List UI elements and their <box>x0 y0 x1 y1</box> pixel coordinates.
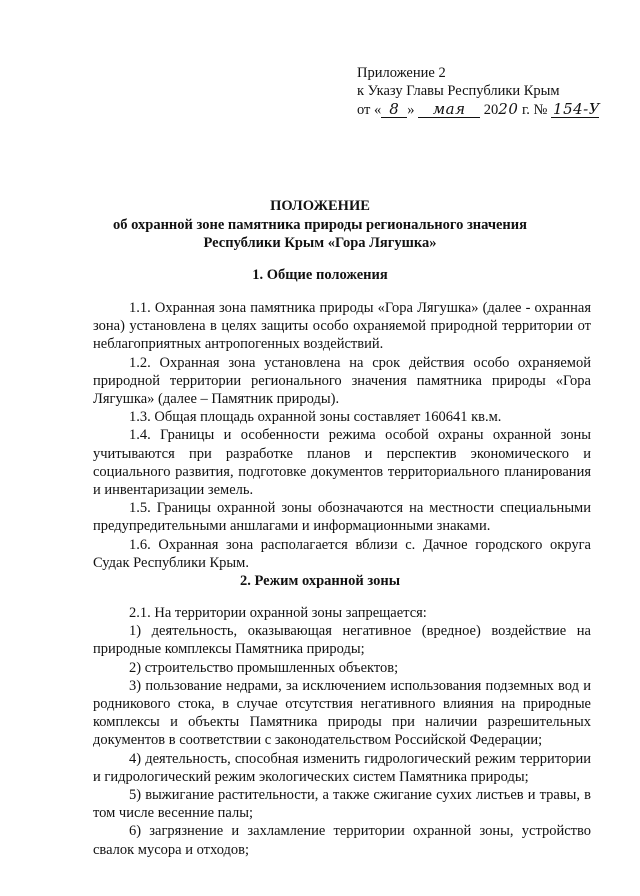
list-item-3: 3) пользование недрами, за исключением использования подземных вод и родникового стока, в случае отсутствия негативного влияния на природные комплексы и объекты Памятника природы при наличии разрешительных документов в соответствии с законодательством Российской Федерации; <box>93 677 591 749</box>
annex-date-line <box>357 100 627 119</box>
annex-line-2: к Указу Главы Республики Крым <box>357 83 560 99</box>
annex-date-prefix: от « <box>357 102 382 118</box>
annex-block <box>357 64 627 119</box>
paragraph-1-5: 1.5. Границы охранной зоны обозначаются на местности специальными предупредительными аншлагами и информационными знаками. <box>93 500 591 535</box>
annex-number: 154-У <box>553 100 601 118</box>
paragraph-1-6: 1.6. Охранная зона располагается вблизи с. Дачное городского округа Судак Республики Крым. <box>93 536 591 571</box>
section-2-heading: 2. Режим охранной зоны <box>239 573 401 589</box>
annex-year-prefix: 20 <box>483 102 499 118</box>
annex-year-suffix: г. № <box>522 102 548 118</box>
document-subtitle-line-2: Республики Крым «Гора Лягушка» <box>203 235 437 251</box>
section-1-heading: 1. Общие положения <box>252 267 388 283</box>
list-item-4: 4) деятельность, способная изменить гидрологический режим территории и гидрологический режим экологических систем Памятника природы; <box>93 750 591 785</box>
paragraph-1-1: 1.1. Охранная зона памятника природы «Гора Лягушка» (далее - охранная зона) установлена в целях защиты особо охраняемой природной территории от неблагоприятных антропогенных воздействий. <box>93 300 591 353</box>
paragraph-1-3: 1.3. Общая площадь охранной зоны составляет 160641 кв.м. <box>129 409 502 426</box>
list-item-1: 1) деятельность, оказывающая негативное (вредное) воздействие на природные комплексы Памятника природы; <box>93 623 591 658</box>
list-item-2: 2) строительство промышленных объектов; <box>129 659 399 676</box>
document-subtitle-line-1: об охранной зоне памятника природы регионального значения <box>113 217 527 233</box>
section-1-body <box>93 299 591 572</box>
annex-month: мая <box>418 101 480 118</box>
annex-year-hand: 20 <box>498 100 519 118</box>
annex-line-1: Приложение 2 <box>357 65 446 81</box>
paragraph-1-4: 1.4. Границы и особенности режима особой охраны охранной зоны учитываются при разработке планов и перспектив экономического и социального развития, подготовке документов территориального планирования и инвентаризации земель. <box>93 427 591 499</box>
list-item-6: 6) загрязнение и захламление территории охранной зоны, устройство свалок мусора и отходов; <box>93 823 591 858</box>
paragraph-1-2: 1.2. Охранная зона установлена на срок действия особо охраняемой природной территории регионального значения памятника природы «Гора Лягушка» (далее – Памятник природы). <box>93 354 591 408</box>
annex-day-suffix: » <box>407 102 415 118</box>
section-2-body <box>93 604 591 859</box>
document-title: ПОЛОЖЕНИЕ <box>270 198 370 214</box>
paragraph-2-1: 2.1. На территории охранной зоны запрещается: <box>129 605 427 621</box>
annex-day: 8 <box>381 101 407 118</box>
list-item-5: 5) выжигание растительности, а также сжигание сухих листьев и травы, в том числе весенние палы; <box>93 787 591 822</box>
